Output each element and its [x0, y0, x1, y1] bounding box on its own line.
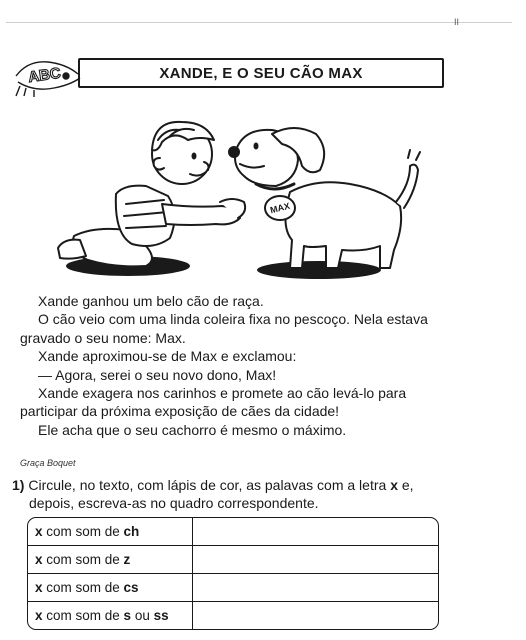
- row-label: x com som de z: [28, 546, 193, 573]
- question-line-1: [12, 476, 460, 494]
- story-paragraph: Xande aproximou-se de Max e exclamou:: [38, 348, 297, 365]
- question-text-end: e,: [397, 477, 414, 493]
- answer-table: [27, 517, 439, 630]
- question-text: Circule, no texto, com lápis de cor, as palavas com a letra: [24, 477, 391, 493]
- story-paragraph: Xande ganhou um belo cão de raça.: [38, 293, 264, 309]
- author-credit: Graça Boquet: [20, 458, 76, 468]
- question-number: 1): [12, 477, 25, 493]
- answer-cell[interactable]: [193, 574, 438, 601]
- page-corner-mark: II: [454, 17, 460, 27]
- dog-shadow: [257, 261, 381, 279]
- abc-logo-text: ABC: [27, 64, 62, 87]
- row-label: x com som de cs: [28, 574, 193, 601]
- table-row: [28, 601, 438, 629]
- answer-cell[interactable]: [193, 602, 438, 629]
- story-text: [20, 292, 460, 439]
- answer-cell[interactable]: [193, 518, 438, 545]
- dog-body: [285, 182, 401, 268]
- boy-and-dog-illustration: [54, 100, 424, 285]
- row-label: x com som de s ou ss: [28, 602, 193, 629]
- story-paragraph: — Agora, serei o seu novo dono, Max!: [38, 366, 277, 383]
- abc-logo: [14, 52, 84, 98]
- question-letter: x: [390, 477, 398, 493]
- table-row: [28, 573, 438, 601]
- story-paragraph: Xande exagera nos carinhos e promete ao cão levá-lo para: [38, 385, 407, 402]
- collar-tag-text: MAX: [269, 200, 291, 216]
- title-banner: [14, 52, 446, 98]
- table-row: [28, 545, 438, 573]
- answer-cell[interactable]: [193, 546, 438, 573]
- exercise-question: [12, 476, 460, 512]
- dog-tail: [396, 165, 418, 208]
- row-label: x com som de ch: [28, 518, 193, 545]
- story-paragraph-continued: participar da próxima exposição de cães da cidade!: [20, 403, 340, 420]
- story-paragraph-continued: gravado o seu nome: Max.: [20, 329, 186, 346]
- page-title: XANDE, E O SEU CÃO MAX: [78, 58, 444, 88]
- question-line-2: depois, escreva-as no quadro correspondente.: [29, 495, 319, 511]
- story-paragraph: O cão veio com uma linda coleira fixa no pescoço. Nela estava: [38, 311, 428, 328]
- table-row: [28, 518, 438, 545]
- story-paragraph: Ele acha que o seu cachorro é mesmo o máximo.: [38, 421, 347, 438]
- top-rule: [6, 22, 512, 23]
